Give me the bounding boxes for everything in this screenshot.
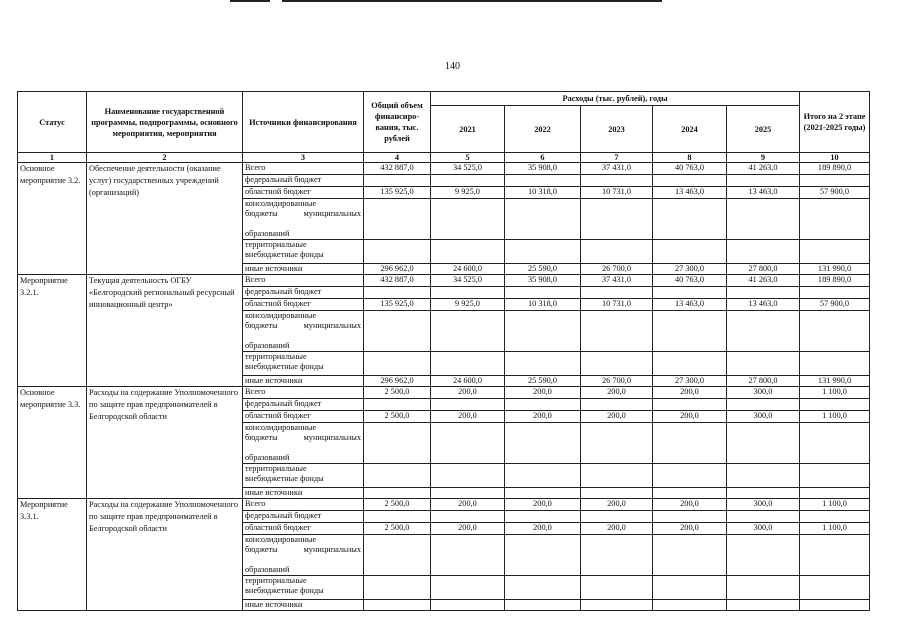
value-cell <box>653 352 727 376</box>
value-cell: 296 962,0 <box>364 264 431 275</box>
source-cell <box>243 264 364 275</box>
value-cell <box>581 311 653 352</box>
value-cell <box>800 287 870 299</box>
value-cell <box>727 399 800 411</box>
source-cell <box>243 163 364 175</box>
value-cell <box>800 535 870 576</box>
value-cell: 37 431,0 <box>581 275 653 287</box>
value-cell: 2 500,0 <box>364 523 431 535</box>
value-cell: 200,0 <box>505 499 581 511</box>
value-cell: 300,0 <box>727 411 800 423</box>
source-cell <box>243 523 364 535</box>
value-cell: 200,0 <box>505 523 581 535</box>
value-cell: 200,0 <box>653 499 727 511</box>
value-cell: 432 887,0 <box>364 275 431 287</box>
value-cell <box>431 199 505 240</box>
activity-name-cell: Обеспечение деятельности (оказание услуг) государственных учреждений (организаций) <box>87 163 243 275</box>
source-label: внебюджетные фонды <box>245 586 324 595</box>
value-cell: 200,0 <box>581 411 653 423</box>
value-cell <box>653 511 727 523</box>
source-label: бюджеты муниципальных <box>245 433 361 442</box>
value-cell <box>727 240 800 264</box>
value-cell: 200,0 <box>431 499 505 511</box>
value-cell: 24 600,0 <box>431 264 505 275</box>
source-label: бюджеты муниципальных <box>245 321 361 330</box>
value-cell: 35 908,0 <box>505 275 581 287</box>
value-cell: 27 300,0 <box>653 376 727 387</box>
column-number: 5 <box>431 153 505 163</box>
value-cell <box>653 240 727 264</box>
value-cell: 25 590,0 <box>505 264 581 275</box>
value-cell <box>727 511 800 523</box>
status-cell: Основное мероприятие 3.3. <box>18 387 87 499</box>
value-cell <box>431 423 505 464</box>
value-cell <box>431 287 505 299</box>
source-label: внебюджетные фонды <box>245 250 324 259</box>
value-cell <box>800 199 870 240</box>
value-cell <box>653 199 727 240</box>
value-cell <box>581 488 653 499</box>
value-cell <box>364 352 431 376</box>
source-label: консолидированные <box>245 423 317 432</box>
value-cell: 9 925,0 <box>431 299 505 311</box>
source-label: иные источники <box>245 488 303 497</box>
value-cell: 200,0 <box>581 499 653 511</box>
value-cell <box>581 399 653 411</box>
value-cell: 40 763,0 <box>653 275 727 287</box>
value-cell: 200,0 <box>581 387 653 399</box>
source-label: областной бюджет <box>245 523 311 532</box>
source-label: образований <box>245 341 290 350</box>
value-cell <box>727 175 800 187</box>
source-cell <box>243 499 364 511</box>
value-cell: 200,0 <box>431 411 505 423</box>
value-cell <box>800 240 870 264</box>
value-cell <box>364 199 431 240</box>
value-cell <box>505 240 581 264</box>
value-cell <box>431 488 505 499</box>
value-cell <box>727 423 800 464</box>
value-cell <box>581 576 653 600</box>
source-cell <box>243 399 364 411</box>
source-label: внебюджетные фонды <box>245 474 324 483</box>
value-cell <box>505 511 581 523</box>
table-row <box>18 275 870 287</box>
source-cell <box>243 464 364 488</box>
value-cell <box>581 464 653 488</box>
column-number-row <box>18 153 870 163</box>
value-cell: 27 800,0 <box>727 264 800 275</box>
value-cell <box>581 287 653 299</box>
header-year: 2022 <box>505 106 581 153</box>
value-cell: 13 463,0 <box>653 299 727 311</box>
value-cell: 34 525,0 <box>431 163 505 175</box>
value-cell <box>431 511 505 523</box>
value-cell <box>364 600 431 611</box>
status-cell: Основное мероприятие 3.2. <box>18 163 87 275</box>
value-cell <box>505 352 581 376</box>
value-cell: 10 318,0 <box>505 299 581 311</box>
source-cell <box>243 240 364 264</box>
column-number: 6 <box>505 153 581 163</box>
value-cell <box>727 535 800 576</box>
source-label: иные источники <box>245 376 303 385</box>
table-row <box>18 163 870 175</box>
source-cell <box>243 299 364 311</box>
source-label: образований <box>245 453 290 462</box>
value-cell <box>505 287 581 299</box>
value-cell <box>364 488 431 499</box>
value-cell: 2 500,0 <box>364 411 431 423</box>
source-cell <box>243 175 364 187</box>
value-cell: 25 590,0 <box>505 376 581 387</box>
source-label: бюджеты муниципальных <box>245 545 361 554</box>
value-cell: 10 731,0 <box>581 187 653 199</box>
header-final: Итого на 2 этапе (2021-2025 годы) <box>800 92 870 153</box>
value-cell <box>727 287 800 299</box>
value-cell <box>727 576 800 600</box>
value-cell <box>727 352 800 376</box>
activity-name-cell: Расходы на содержание Уполномоченного по защите прав предпринимателей в Белгородской области <box>87 387 243 499</box>
value-cell <box>800 600 870 611</box>
source-cell <box>243 352 364 376</box>
source-label: территориальные <box>245 464 307 473</box>
value-cell: 200,0 <box>653 387 727 399</box>
value-cell <box>505 600 581 611</box>
source-label: консолидированные <box>245 199 317 208</box>
value-cell: 37 431,0 <box>581 163 653 175</box>
value-cell <box>581 600 653 611</box>
value-cell <box>727 600 800 611</box>
value-cell <box>505 399 581 411</box>
source-cell <box>243 488 364 499</box>
value-cell <box>505 488 581 499</box>
value-cell <box>581 352 653 376</box>
column-number: 2 <box>87 153 243 163</box>
source-cell <box>243 511 364 523</box>
source-cell <box>243 576 364 600</box>
column-number: 10 <box>800 153 870 163</box>
value-cell: 13 463,0 <box>653 187 727 199</box>
source-cell <box>243 600 364 611</box>
column-number: 8 <box>653 153 727 163</box>
value-cell <box>727 311 800 352</box>
value-cell <box>653 287 727 299</box>
status-cell: Мероприятие 3.2.1. <box>18 275 87 387</box>
value-cell <box>653 464 727 488</box>
value-cell: 189 890,0 <box>800 275 870 287</box>
value-cell <box>505 199 581 240</box>
value-cell <box>653 423 727 464</box>
value-cell <box>800 311 870 352</box>
value-cell: 300,0 <box>727 499 800 511</box>
value-cell: 10 318,0 <box>505 187 581 199</box>
column-number: 3 <box>243 153 364 163</box>
value-cell <box>800 352 870 376</box>
source-cell <box>243 311 364 352</box>
scan-edge-mark <box>282 0 662 2</box>
value-cell: 200,0 <box>505 411 581 423</box>
column-number: 1 <box>18 153 87 163</box>
column-number: 7 <box>581 153 653 163</box>
source-label: федеральный бюджет <box>245 399 322 408</box>
value-cell <box>653 488 727 499</box>
value-cell <box>653 535 727 576</box>
value-cell <box>364 287 431 299</box>
header-year: 2021 <box>431 106 505 153</box>
value-cell: 26 700,0 <box>581 376 653 387</box>
value-cell: 189 890,0 <box>800 163 870 175</box>
value-cell <box>364 240 431 264</box>
value-cell <box>800 464 870 488</box>
source-label: образований <box>245 229 290 238</box>
source-label: консолидированные <box>245 311 317 320</box>
value-cell <box>800 399 870 411</box>
source-label: областной бюджет <box>245 411 311 420</box>
source-label: Всего <box>245 163 266 172</box>
value-cell <box>581 240 653 264</box>
value-cell: 24 600,0 <box>431 376 505 387</box>
value-cell: 40 763,0 <box>653 163 727 175</box>
value-cell <box>505 464 581 488</box>
source-label: образований <box>245 565 290 574</box>
source-label: внебюджетные фонды <box>245 362 324 371</box>
value-cell <box>431 576 505 600</box>
header-name: Наименование государственной программы, подпрограммы, основного мероприятия, мероприятия <box>87 92 243 153</box>
value-cell <box>364 464 431 488</box>
source-cell <box>243 275 364 287</box>
value-cell <box>364 576 431 600</box>
source-label: Всего <box>245 499 266 508</box>
source-label: бюджеты муниципальных <box>245 209 361 218</box>
value-cell: 35 908,0 <box>505 163 581 175</box>
value-cell: 300,0 <box>727 523 800 535</box>
column-number: 4 <box>364 153 431 163</box>
value-cell <box>800 175 870 187</box>
value-cell <box>505 423 581 464</box>
column-number: 9 <box>727 153 800 163</box>
header-year: 2023 <box>581 106 653 153</box>
value-cell: 200,0 <box>505 387 581 399</box>
value-cell <box>581 423 653 464</box>
value-cell <box>505 175 581 187</box>
value-cell <box>431 311 505 352</box>
value-cell: 2 500,0 <box>364 387 431 399</box>
value-cell: 13 463,0 <box>727 299 800 311</box>
value-cell <box>431 352 505 376</box>
table-row <box>18 499 870 511</box>
value-cell: 131 990,0 <box>800 376 870 387</box>
value-cell: 2 500,0 <box>364 499 431 511</box>
value-cell: 1 100,0 <box>800 411 870 423</box>
source-label: областной бюджет <box>245 299 311 308</box>
value-cell: 300,0 <box>727 387 800 399</box>
value-cell: 135 925,0 <box>364 299 431 311</box>
value-cell <box>727 488 800 499</box>
value-cell: 135 925,0 <box>364 187 431 199</box>
source-label: Всего <box>245 387 266 396</box>
value-cell: 10 731,0 <box>581 299 653 311</box>
value-cell: 200,0 <box>653 411 727 423</box>
source-cell <box>243 411 364 423</box>
value-cell: 432 887,0 <box>364 163 431 175</box>
source-cell <box>243 187 364 199</box>
value-cell <box>364 175 431 187</box>
page-number: 140 <box>445 61 460 72</box>
value-cell <box>653 175 727 187</box>
source-label: территориальные <box>245 576 307 585</box>
value-cell <box>431 240 505 264</box>
source-cell <box>243 387 364 399</box>
value-cell <box>431 399 505 411</box>
value-cell: 57 900,0 <box>800 187 870 199</box>
header-expenses: Расходы (тыс. рублей), годы <box>431 92 800 106</box>
value-cell <box>505 535 581 576</box>
value-cell <box>431 535 505 576</box>
value-cell <box>364 311 431 352</box>
value-cell <box>581 175 653 187</box>
value-cell: 1 100,0 <box>800 499 870 511</box>
activity-name-cell: Расходы на содержание Уполномоченного по защите прав предпринимателей в Белгородской области <box>87 499 243 611</box>
source-label: территориальные <box>245 240 307 249</box>
value-cell <box>653 576 727 600</box>
value-cell <box>581 511 653 523</box>
value-cell <box>800 488 870 499</box>
value-cell <box>800 511 870 523</box>
scan-edge-mark <box>230 0 270 2</box>
value-cell <box>581 199 653 240</box>
value-cell <box>505 311 581 352</box>
value-cell: 34 525,0 <box>431 275 505 287</box>
source-label: федеральный бюджет <box>245 511 322 520</box>
source-label: областной бюджет <box>245 187 311 196</box>
value-cell: 41 263,0 <box>727 163 800 175</box>
status-cell: Мероприятие 3.3.1. <box>18 499 87 611</box>
value-cell: 296 962,0 <box>364 376 431 387</box>
budget-table <box>17 91 870 611</box>
table-row <box>18 387 870 399</box>
activity-name-cell: Текущая деятельность ОГБУ «Белгородский региональный ресурсный инновационный центр» <box>87 275 243 387</box>
value-cell: 41 263,0 <box>727 275 800 287</box>
header-sources: Источники финансирования <box>243 92 364 153</box>
value-cell: 1 100,0 <box>800 387 870 399</box>
value-cell <box>431 600 505 611</box>
source-cell <box>243 199 364 240</box>
value-cell <box>364 535 431 576</box>
value-cell: 200,0 <box>431 523 505 535</box>
source-cell <box>243 423 364 464</box>
value-cell: 26 700,0 <box>581 264 653 275</box>
value-cell: 27 300,0 <box>653 264 727 275</box>
budget-body <box>18 163 870 611</box>
source-cell <box>243 287 364 299</box>
value-cell <box>727 199 800 240</box>
source-label: Всего <box>245 275 266 284</box>
source-label: консолидированные <box>245 535 317 544</box>
value-cell: 1 100,0 <box>800 523 870 535</box>
source-cell <box>243 376 364 387</box>
value-cell <box>800 423 870 464</box>
value-cell <box>800 576 870 600</box>
source-label: федеральный бюджет <box>245 287 322 296</box>
source-label: федеральный бюджет <box>245 175 322 184</box>
value-cell: 57 900,0 <box>800 299 870 311</box>
header-status: Статус <box>18 92 87 153</box>
value-cell <box>364 399 431 411</box>
value-cell: 200,0 <box>431 387 505 399</box>
value-cell: 131 990,0 <box>800 264 870 275</box>
value-cell <box>431 464 505 488</box>
header-year: 2024 <box>653 106 727 153</box>
value-cell: 13 463,0 <box>727 187 800 199</box>
value-cell <box>581 535 653 576</box>
value-cell <box>727 464 800 488</box>
source-label: иные источники <box>245 264 303 273</box>
source-label: иные источники <box>245 600 303 609</box>
value-cell: 9 925,0 <box>431 187 505 199</box>
value-cell <box>431 175 505 187</box>
source-label: территориальные <box>245 352 307 361</box>
value-cell: 200,0 <box>653 523 727 535</box>
value-cell <box>653 399 727 411</box>
header-total: Общий объем финансиро-вания, тыс. рублей <box>364 92 431 153</box>
value-cell: 27 800,0 <box>727 376 800 387</box>
value-cell <box>653 311 727 352</box>
value-cell <box>364 423 431 464</box>
value-cell <box>653 600 727 611</box>
header-year: 2025 <box>727 106 800 153</box>
value-cell <box>505 576 581 600</box>
source-cell <box>243 535 364 576</box>
value-cell: 200,0 <box>581 523 653 535</box>
value-cell <box>364 511 431 523</box>
